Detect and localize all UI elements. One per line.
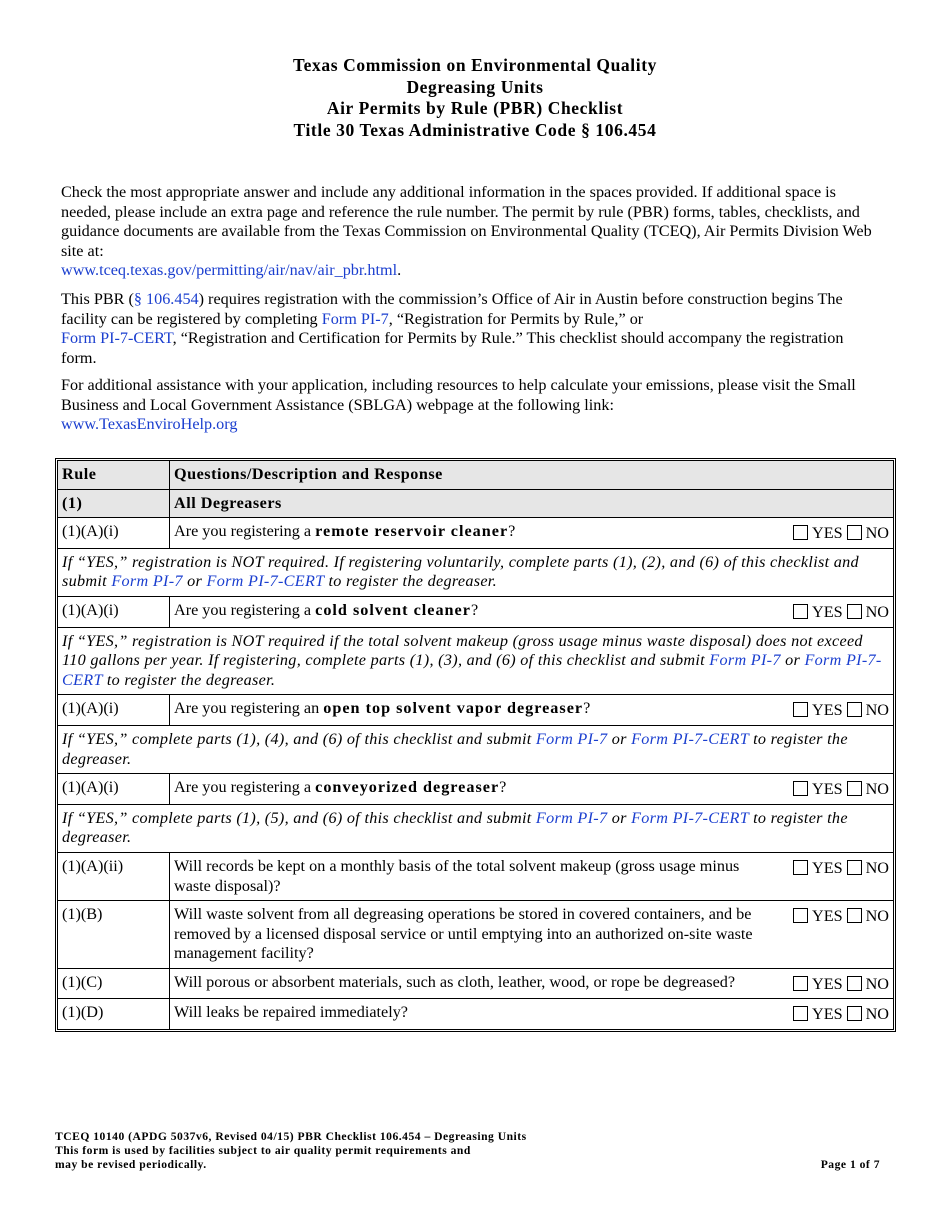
no-checkbox[interactable]: [847, 908, 862, 923]
table-row: [58, 774, 893, 805]
yes-no-group: YES NO: [793, 601, 889, 623]
form-pi7-cert-link[interactable]: Form PI-7-CERT: [62, 651, 882, 689]
intro-paragraph-1: Check the most appropriate answer and include any additional information in the spaces provided. If additional space is needed, please include an extra page and reference the rule number. The permit by rule (PBR) forms, tables, checklists, and guidance documents are available from the Texas Commission on Environmental Quality (TCEQ), Air Permits Division Web site at: www.tceq.texas.gov/permitting/air/nav/air_pbr.html.: [61, 183, 872, 280]
yes-checkbox[interactable]: [793, 1006, 808, 1021]
form-pi7-link[interactable]: Form PI-7: [111, 572, 183, 591]
question-text: Will waste solvent from all degreasing operations be stored in covered containers, and be removed by a licensed disposal service or until emptying into an authorized on-site waste management facility?: [174, 905, 753, 963]
question-text: Will records be kept on a monthly basis of the total solvent makeup (gross usage minus waste disposal)?: [174, 856, 740, 895]
questions-column-header: Questions/Description and Response: [170, 461, 894, 489]
rule-id: (1)(C): [58, 968, 170, 999]
rule-106454-link[interactable]: § 106.454: [133, 290, 199, 308]
yes-no-group: YES NO: [793, 905, 889, 964]
no-checkbox[interactable]: [847, 781, 862, 796]
no-checkbox[interactable]: [847, 702, 862, 717]
yes-checkbox[interactable]: [793, 860, 808, 875]
yes-checkbox[interactable]: [793, 976, 808, 991]
form-pi7-link[interactable]: Form PI-7: [535, 729, 608, 748]
form-pi7-link[interactable]: Form PI-7: [321, 309, 389, 328]
checklist-table: [55, 458, 896, 1032]
document-header: [0, 55, 950, 141]
footer-note-1: This form is used by facilities subject to air quality permit requirements and: [55, 1144, 471, 1157]
header-rule-citation: Title 30 Texas Administrative Code § 106.454: [293, 119, 657, 140]
table-row: [58, 999, 893, 1029]
yes-checkbox[interactable]: [793, 908, 808, 923]
pbr-website-link[interactable]: www.tceq.texas.gov/permitting/air/nav/air_pbr.html: [61, 261, 398, 280]
table-row: [58, 695, 893, 726]
question-text: Are you registering a remote reservoir cleaner?: [174, 522, 516, 541]
question-text: Will porous or absorbent materials, such as cloth, leather, wood, or rope be degreased?: [174, 972, 736, 991]
yes-no-group: YES NO: [793, 778, 889, 800]
intro-paragraph-2: This PBR (§ 106.454) requires registration with the commission’s Office of Air in Austin before construction begins The facility can be registered by completing Form PI-7, “Registration for Permits by Rule,” or Form PI-7-CERT, “Registration and Certification for Permits by Rule.” This checklist should accompany the registration form.: [61, 290, 844, 367]
instruction-text: If “YES,” complete parts (1), (5), and (6) of this checklist and submit Form PI-7 or Form PI-7-CERT to register the degreaser.: [58, 804, 893, 852]
question-text: Are you registering a conveyorized degreaser?: [174, 778, 507, 797]
form-pi7-cert-link[interactable]: Form PI-7-CERT: [631, 729, 749, 748]
footer-form-id: TCEQ 10140 (APDG 5037v6, Revised 04/15) PBR Checklist 106.454 – Degreasing Units: [55, 1130, 527, 1143]
table-header-row: [58, 461, 893, 489]
yes-checkbox[interactable]: [793, 781, 808, 796]
section-row: [58, 489, 893, 518]
yes-no-group: YES NO: [793, 857, 889, 896]
table-row: [58, 852, 893, 900]
rule-id: (1)(A)(i): [58, 774, 170, 805]
form-pi7-link[interactable]: Form PI-7: [535, 808, 608, 827]
instruction-text: If “YES,” registration is NOT required if the total solvent makeup (gross usage minus waste disposal) does not exceed 110 gallons per year. If registering, complete parts (1), (3), and (6) of this checklist and submit Form PI-7 or Form PI-7-CERT to register the degreaser.: [58, 627, 893, 695]
yes-no-group: YES NO: [793, 973, 889, 995]
no-checkbox[interactable]: [847, 604, 862, 619]
form-pi7-cert-link[interactable]: Form PI-7-CERT: [61, 329, 173, 348]
table-row: [58, 901, 893, 969]
yes-checkbox[interactable]: [793, 525, 808, 540]
question-text: Are you registering a cold solvent cleaner?: [174, 600, 479, 619]
rule-id: (1)(A)(i): [58, 596, 170, 627]
instruction-text: If “YES,” complete parts (1), (4), and (6) of this checklist and submit Form PI-7 or Form PI-7-CERT to register the degreaser.: [58, 725, 893, 773]
rule-column-header: Rule: [58, 461, 170, 489]
question-text: Are you registering an open top solvent vapor degreaser?: [174, 699, 591, 718]
table-row: [58, 518, 893, 549]
rule-id: (1)(B): [58, 901, 170, 969]
instruction-text: If “YES,” registration is NOT required. If registering voluntarily, complete parts (1), (2), and (6) of this checklist and submit Form PI-7 or Form PI-7-CERT to register the degreaser.: [58, 548, 893, 596]
instruction-row: [58, 725, 893, 773]
instruction-row: [58, 548, 893, 596]
section-title: All Degreasers: [170, 489, 894, 518]
form-footer: [55, 1130, 885, 1172]
table-row: [58, 596, 893, 627]
no-checkbox[interactable]: [847, 525, 862, 540]
rule-id: (1)(A)(ii): [58, 852, 170, 900]
footer-note-2: may be revised periodically.: [55, 1158, 207, 1171]
rule-id: (1)(A)(i): [58, 518, 170, 549]
no-checkbox[interactable]: [847, 976, 862, 991]
rule-id: (1)(A)(i): [58, 695, 170, 726]
form-pi7-cert-link[interactable]: Form PI-7-CERT: [206, 572, 325, 591]
header-agency: Texas Commission on Environmental Quality: [293, 55, 657, 75]
table-row: [58, 968, 893, 999]
yes-checkbox[interactable]: [793, 702, 808, 717]
intro-paragraph-3: For additional assistance with your application, including resources to help calculate your emissions, please visit the Small Business and Local Government Assistance (SBLGA) webpage at the following link: www.TexasEnviroHelp.org: [61, 376, 856, 434]
question-text: Will leaks be repaired immediately?: [174, 1003, 408, 1022]
no-checkbox[interactable]: [847, 860, 862, 875]
yes-no-group: YES NO: [793, 522, 889, 544]
section-rule: (1): [58, 489, 170, 518]
instruction-row: [58, 627, 893, 695]
yes-no-group: YES NO: [793, 1003, 889, 1025]
rule-id: (1)(D): [58, 999, 170, 1029]
header-subject: Degreasing Units: [406, 76, 544, 97]
form-pi7-link[interactable]: Form PI-7: [709, 651, 781, 670]
yes-no-group: YES NO: [793, 699, 889, 721]
form-pi7-cert-link[interactable]: Form PI-7-CERT: [631, 808, 749, 827]
instruction-row: [58, 804, 893, 852]
no-checkbox[interactable]: [847, 1006, 862, 1021]
yes-checkbox[interactable]: [793, 604, 808, 619]
page-number: Page 1 of 7: [820, 1158, 880, 1171]
sblga-link[interactable]: www.TexasEnviroHelp.org: [61, 415, 238, 434]
header-form-title: Air Permits by Rule (PBR) Checklist: [326, 98, 624, 118]
